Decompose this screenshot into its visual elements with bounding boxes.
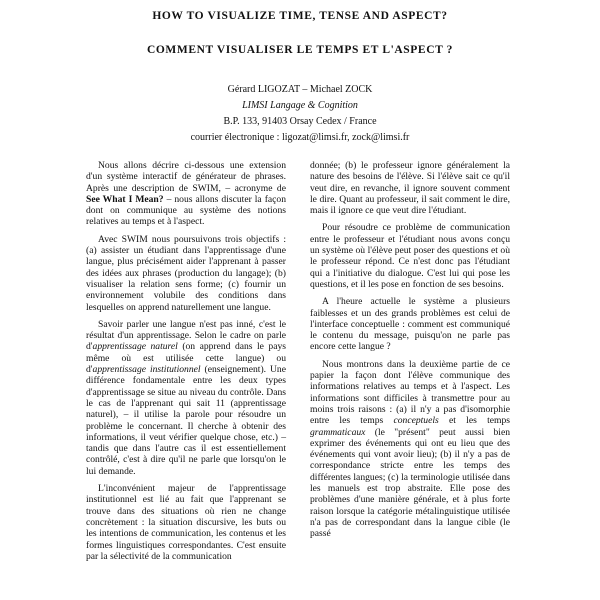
emphasis: apprentissage institutionnel xyxy=(92,364,201,376)
affiliation: LIMSI Langage & Cognition xyxy=(242,100,358,111)
text-run: (le "présent" peut aussi bien exprimer des événements qui ont eu lieu que des événements qui vont avoir lieu); (b) il n'y a pas de correspondance stricte entre les temps des différentes langues; (c) la terminologie utilisée dans les manuels est trop abstraite. Elle pose des problèmes d'une manière générale, et à plus forte raison lorsque la catégorie métalinguistique utilisée n'a pas de correspondant dans la langue cible (le passé xyxy=(310,426,510,540)
left-column xyxy=(86,160,286,568)
paragraph: Avec SWIM nous poursuivons trois objectifs : (a) assister un étudiant dans l'apprentissage d'une langue, plus précisément aider l'apprenant à passer des idées aux phrases (production du langage); (b) visualiser la relation sens forme; (c) fournir un environnement volubile des conditions dans lesquelles on apprend naturellement une langue. xyxy=(86,233,286,313)
authors: Gérard LIGOZAT – Michael ZOCK xyxy=(227,84,373,95)
paragraph: donnée; (b) le professeur ignore généralement la nature des besoins de l'élève. Si l'élève sait ce qu'il veut dire, en revanche, il ignore souvent comment le dire. Quant au professeur, il sait comment le dire, mais il ignore ce que veut dire l'étudiant. xyxy=(310,160,510,217)
text-run: (on apprend dans le pays même où est utilisée cette langue) ou d' xyxy=(86,341,286,376)
emphasis: grammaticaux xyxy=(310,426,366,438)
text-run: Nous montrons dans la deuxième partie de ce papier la façon dont l'élève communique des informations relatives au temps et à l'aspect. Les informations sont difficiles à transmettre pour au moins trois raisons : (a) il n'y a pas d'isomorphie entre les temps xyxy=(310,358,510,427)
paragraph: L'inconvénient majeur de l'apprentissage institutionnel est lié au fait que l'apprenant se trouve dans des situations où rien ne change concrètement : la situation discursive, les buts ou les intentions de communication, les contenus et les formes linguistiques correspondantes. C'est ensuite par la sélectivité de la communication xyxy=(86,483,286,562)
right-column xyxy=(310,160,510,546)
email-line: courrier électronique : ligozat@limsi.fr, zock@limsi.fr xyxy=(190,132,410,143)
paragraph: A l'heure actuelle le système a plusieurs faiblesses et un des grands problèmes est celui de l'interface conceptuelle : comment est communiqué le contenu du message, puisqu'on ne parle pas encore cette langue ? xyxy=(310,296,510,353)
text-run: Nous allons décrire ci-dessous une extension d'un système interactif de générateur de phrases. Après une description de SWIM, – acronyme de xyxy=(86,160,286,194)
paragraph: Pour résoudre ce problème de communication entre le professeur et l'étudiant nous avons conçu un système où l'élève peut poser des questions et où le professeur répond. Ce n'est donc pas l'étudiant qui a l'initiative du dialogue. C'est lui qui pose les questions, et il les pose en fonction de ses besoins. xyxy=(310,222,510,290)
paragraph xyxy=(86,319,286,477)
address: B.P. 133, 91403 Orsay Cedex / France xyxy=(223,116,377,127)
text-run: (enseignement). Une différence fondamentale entre les deux types d'apprentissage se situe au niveau du contrôle. Dans le cas de l'apprenant qui sait 11 (apprentissage naturel), – il utilise la parole pour résoudre un problème le concernant. Il cherche à obtenir des informations, il veut vérifier quelque chose, etc.) – tandis que dans l'autre cas il est essentiellement contrôlé, c'est à dire qu'il ne parle que lorsqu'on le lui demande. xyxy=(86,364,286,477)
emphasis: apprentissage naturel xyxy=(92,341,178,353)
text-run: et les temps xyxy=(438,415,510,427)
text-run: Savoir parler une langue n'est pas inné, c'est le résultat d'un apprentissage. Selon le cadre on parle d' xyxy=(86,318,286,353)
swim-acronym: See What I Mean? xyxy=(86,193,164,205)
text-run: – nous allons discuter la façon dont on communique au système des notions relatives au temps et à l'aspect. xyxy=(86,193,286,228)
title-english: HOW TO VISUALIZE TIME, TENSE AND ASPECT? xyxy=(152,10,448,22)
title-french: COMMENT VISUALISER LE TEMPS ET L'ASPECT ? xyxy=(146,44,453,56)
paragraph xyxy=(86,160,286,228)
paragraph xyxy=(310,359,510,540)
emphasis: conceptuels xyxy=(393,415,439,427)
